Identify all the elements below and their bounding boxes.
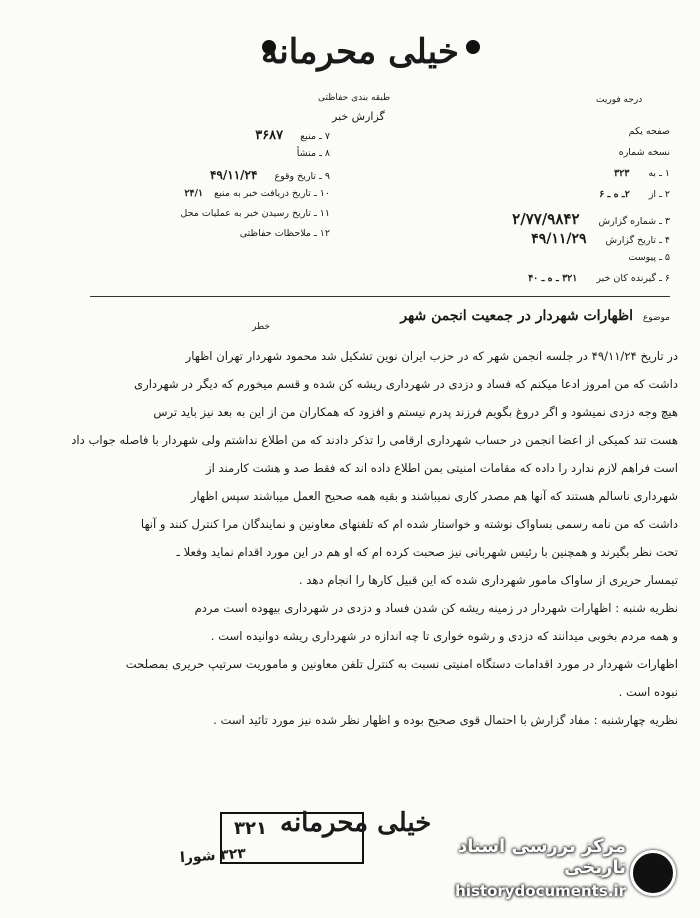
- field-label: ۷ ـ منبع: [300, 131, 330, 142]
- body-line: و همه مردم بخوبی میدانند که دزدی و رشوه خواری تا چه اندازه در شهرداری ریشه دوانیده است .: [210, 629, 678, 643]
- field-label: نسخه شماره: [618, 147, 670, 158]
- field-label: ۴ ـ تاریخ گزارش: [605, 235, 670, 246]
- field-row: [70, 168, 330, 188]
- watermark-title: مرکز بررسی اسناد تاریخی: [458, 836, 626, 878]
- field-row: [70, 208, 330, 228]
- security-classification-label: طبقه بندی حفاظتی: [318, 93, 391, 103]
- body-line: داشت که من امروز ادعا میکنم که فساد و دزدی در شهرداری ریشه کن شده و قسم میخورم که دیگر در شهرداری: [134, 377, 678, 391]
- field-label: ۱ ـ به: [648, 168, 670, 179]
- field-value: ۴۹/۱۱/۲۹: [531, 231, 587, 247]
- field-value: ۳۲۱ ـ ه ـ ۴۰: [528, 273, 578, 284]
- divider: [90, 296, 670, 297]
- body-line: اظهارات شهردار در مورد اقدامات دستگاه امنیتی نسبت به کنترل تلفن معاونین و ماموریت سرتیپ حریری بمصلحت: [125, 657, 678, 671]
- archive-logo-icon: [630, 850, 676, 896]
- field-row: [330, 252, 670, 273]
- field-label: ۱۲ ـ ملاحظات حفاظتی: [239, 228, 330, 239]
- body-line: در تاریخ ۴۹/۱۱/۲۴ در جلسه انجمن شهر که در حزب ایران نوین تشکیل شد محمود شهردار تهران اظهار: [185, 349, 678, 363]
- khat-label: خطر: [252, 322, 270, 332]
- field-label: ۸ ـ منشأ: [296, 148, 330, 159]
- field-label: صفحه یکم: [628, 126, 670, 137]
- field-row: [330, 168, 670, 189]
- field-value: ۲/۷۷/۹۸۴۲: [512, 210, 580, 228]
- field-value: ۲۴/۱: [184, 188, 204, 199]
- body-line: تحت نظر بگیرند و همچنین با رئیس شهربانی نیز صحبت کرده ام که او هم در این مورد اقدام نماید وفعلا ـ: [176, 545, 678, 559]
- field-label: ۹ ـ تاریخ وقوع: [274, 171, 330, 182]
- field-value: ۳۶۸۷: [255, 128, 284, 143]
- field-row: [70, 228, 330, 248]
- subject-label: موضوع: [642, 313, 670, 323]
- field-label: ۱۱ ـ تاریخ رسیدن خبر به عملیات محل: [180, 208, 330, 219]
- body-line: هیچ وجه دزدی نمیشود و اگر دروغ بگویم فرزند پدرم نیستم و افزود که همکاران من از این به بعد نیز باید ترس: [153, 405, 678, 419]
- watermark: [400, 836, 690, 910]
- watermark-url: historydocuments.ir: [455, 882, 626, 900]
- field-row: [70, 128, 330, 148]
- field-row: [330, 147, 670, 168]
- field-row: [70, 148, 330, 168]
- field-value: ۳۲۳: [613, 168, 630, 179]
- field-row: [330, 273, 670, 294]
- fields-right: [330, 126, 670, 294]
- fields-left: [70, 128, 330, 248]
- bottom-stamp-title: خیلی محرمانه: [280, 808, 432, 838]
- urgency-label: درجه فوریت: [596, 95, 643, 105]
- body-line: است فراهم لازم ندارد را داده که مقامات امنیتی بمن اطلاع داده اند که فقط صد و هشت کارمند از: [205, 461, 678, 475]
- stamp-number: ۳۲۱: [234, 818, 267, 839]
- field-row: [330, 231, 670, 252]
- body-line: نظریه چهارشنبه : مفاد گزارش با احتمال قوی صحیح بوده و اظهار نظر شده نیز مورد تائید است .: [213, 713, 678, 727]
- report-body: [28, 342, 678, 734]
- body-line: داشت که من نامه رسمی بساواک نوشته و خواستار شده ام که تلفنهای معاونین و نمایندگان مرا کنترل کنند و آنها: [140, 517, 678, 531]
- field-row: [330, 210, 670, 231]
- subject-text: اظهارات شهردار در جمعیت انجمن شهر: [400, 308, 634, 324]
- field-label: ۱۰ ـ تاریخ دریافت خبر به منبع: [214, 188, 330, 199]
- report-type-label: گزارش خبر: [332, 110, 385, 123]
- body-line: شهرداری ناسالم هستند که آنها هم مصدر کاری نمیباشند و بقیه همه صحیح العمل میباشند سپس اظهار: [190, 489, 678, 503]
- field-row: [330, 189, 670, 210]
- body-line: نبوده است .: [618, 685, 678, 699]
- field-row: [330, 126, 670, 147]
- field-label: ۳ ـ شماره گزارش: [598, 216, 670, 227]
- field-label: ۲ ـ از: [648, 189, 670, 200]
- subject-line: [260, 308, 670, 324]
- document-title: خیلی محرمانه: [261, 32, 459, 72]
- body-line: هست تند کمیکی از اعضا انجمن در حساب شهرداری ارقامی را تذکر دادند که من اطلاع نداشتم ولی شهردار با فاصله جواب داد: [71, 433, 678, 447]
- body-line: تیمسار حریری از ساواک مامور شهرداری شده که این قبیل کارها را انجام دهد .: [298, 573, 678, 587]
- field-label: ۶ ـ گیرنده کان خبر: [596, 273, 670, 284]
- field-value: ۴۹/۱۱/۲۴: [209, 168, 258, 182]
- field-value: ۲ـ ه ـ ۶: [599, 189, 630, 200]
- field-row: [70, 188, 330, 208]
- field-label: ۵ ـ پیوست: [628, 252, 670, 263]
- body-line: نظریه شنبه : اظهارات شهردار در زمینه ریشه کن شدن فساد و دزدی در شهرداری بیهوده است مردم: [194, 601, 678, 615]
- stamp-handwriting: ۳۲۳ شورا: [179, 845, 247, 867]
